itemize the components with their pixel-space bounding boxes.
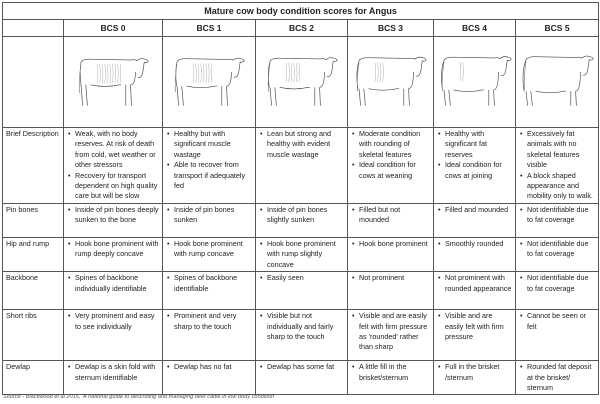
- row-label: Brief Description: [3, 128, 64, 204]
- table-cell: [348, 128, 434, 204]
- bullet-item: • Visible and are easily felt with firm pressure as 'rounded' rather than sharp: [359, 311, 430, 353]
- bullet-item: • Hook bone prominent with rump concave: [174, 239, 252, 260]
- table-cell: [516, 310, 599, 361]
- bullet-item: • Moderate condition with rounding of skeletal features: [359, 129, 430, 160]
- table-cell: [348, 272, 434, 310]
- table-row: [3, 238, 599, 272]
- cow-image-cell: [64, 37, 163, 128]
- table-cell: [256, 128, 348, 204]
- table-cell: [348, 238, 434, 272]
- table-cell: [434, 310, 516, 361]
- bullet-item: • Not identifiable due to fat coverage: [527, 239, 595, 260]
- table-cell: [516, 361, 599, 395]
- table-row: [3, 361, 599, 395]
- table-cell: [434, 361, 516, 395]
- bullet-list: [519, 239, 595, 260]
- table-cell: [256, 310, 348, 361]
- bullet-item: • Not prominent: [359, 273, 430, 283]
- bullet-item: • Inside of pin bones sunken: [174, 205, 252, 226]
- bullet-list: [519, 273, 595, 294]
- bullet-item: • Rounded fat deposit at the brisket/ sternum: [527, 362, 595, 393]
- bullet-item: • Dewlap has no fat: [174, 362, 252, 372]
- table-row: [3, 272, 599, 310]
- cow-illustration-icon: [518, 47, 598, 113]
- score-header-0: BCS 0: [64, 20, 163, 37]
- bullet-list: [259, 129, 344, 160]
- bullet-list: [351, 239, 430, 249]
- bullet-item: • Spines of backbone identifiable: [174, 273, 252, 294]
- bullet-list: [519, 129, 595, 202]
- bullet-item: • Ideal condition for cows at weaning: [359, 160, 430, 181]
- bullet-list: [67, 273, 159, 294]
- bullet-item: • Lean but strong and healthy with evident muscle wastage: [267, 129, 344, 160]
- table-cell: [434, 204, 516, 238]
- table-cell: [434, 238, 516, 272]
- table-cell: [516, 238, 599, 272]
- table-row: [3, 128, 599, 204]
- row-label: Pin bones: [3, 204, 64, 238]
- table-cell: [64, 361, 163, 395]
- row-label: Short ribs: [3, 310, 64, 361]
- table-cell: [256, 361, 348, 395]
- score-header-3: BCS 3: [348, 20, 434, 37]
- bullet-item: • Prominent and very sharp to the touch: [174, 311, 252, 332]
- bullet-item: • Weak, with no body reserves. At risk of death from cold, wet weather or other stressors: [75, 129, 159, 171]
- bullet-list: [166, 129, 252, 191]
- table-cell: [348, 361, 434, 395]
- table-title: Mature cow body condition scores for Angus: [3, 3, 599, 20]
- bullet-list: [166, 239, 252, 260]
- cow-illustration-icon: [436, 47, 516, 113]
- cow-image-cell: [256, 37, 348, 128]
- table-cell: [256, 204, 348, 238]
- bullet-list: [166, 362, 252, 372]
- table-cell: [434, 128, 516, 204]
- bullet-list: [67, 362, 159, 383]
- bullet-list: [351, 205, 430, 226]
- bullet-list: [519, 311, 595, 332]
- row-label: Dewlap: [3, 361, 64, 395]
- bullet-list: [437, 239, 512, 249]
- score-header-5: BCS 5: [516, 20, 599, 37]
- bullet-item: • Spines of backbone individually identifiable: [75, 273, 159, 294]
- table-cell: [163, 238, 256, 272]
- table-cell: [64, 204, 163, 238]
- bullet-item: • Cannot be seen or felt: [527, 311, 595, 332]
- bullet-item: • Filled and mounded: [445, 205, 512, 215]
- table-cell: [163, 361, 256, 395]
- table-cell: [163, 128, 256, 204]
- bullet-list: [67, 129, 159, 202]
- bullet-list: [67, 239, 159, 260]
- table-cell: [434, 272, 516, 310]
- bullet-list: [351, 273, 430, 283]
- bullet-list: [259, 205, 344, 226]
- bullet-list: [351, 129, 430, 181]
- bullet-list: [67, 205, 159, 226]
- table-row: [3, 310, 599, 361]
- bullet-item: • Hook bone prominent: [359, 239, 430, 249]
- score-header-1: BCS 1: [163, 20, 256, 37]
- bullet-item: • Visible and are easily felt with firm pressure: [445, 311, 512, 342]
- bullet-list: [437, 273, 512, 294]
- bullet-list: [259, 273, 344, 283]
- source-citation: Source - Blackwood et al 2015, 'A national guide to describing and managing beef cattle in low body condition': [3, 394, 276, 400]
- row-label: Hip and rump: [3, 238, 64, 272]
- bullet-list: [166, 273, 252, 294]
- bullet-item: • Hook bone prominent with rump deeply concave: [75, 239, 159, 260]
- table-cell: [163, 272, 256, 310]
- header-blank: [3, 20, 64, 37]
- cow-image-cell: [434, 37, 516, 128]
- bullet-list: [259, 311, 344, 342]
- table-cell: [348, 310, 434, 361]
- bullet-list: [166, 311, 252, 332]
- cow-illustration-icon: [73, 47, 153, 113]
- bullet-list: [351, 362, 430, 383]
- bullet-item: • Very prominent and easy to see individually: [75, 311, 159, 332]
- bullet-list: [351, 311, 430, 353]
- bullet-item: • Dewlap has some fat: [267, 362, 344, 372]
- bullet-item: • Filled but not mounded: [359, 205, 430, 226]
- score-header-2: BCS 2: [256, 20, 348, 37]
- bullet-list: [437, 311, 512, 342]
- bullet-item: • A little fill in the brisket/sternum: [359, 362, 430, 383]
- bullet-item: • Not identifiable due to fat coverage: [527, 205, 595, 226]
- bullet-list: [437, 129, 512, 181]
- bullet-item: • Not prominent with rounded appearance: [445, 273, 512, 294]
- bullet-list: [519, 362, 595, 393]
- bullet-item: • Healthy but with significant muscle wastage: [174, 129, 252, 160]
- bullet-item: • Dewlap is a skin fold with sternum identifiable: [75, 362, 159, 383]
- bullet-item: • Excessively fat animals with no skeletal features visible: [527, 129, 595, 171]
- table-cell: [516, 272, 599, 310]
- bullet-item: • Visible but not individually and fairly sharp to the touch: [267, 311, 344, 342]
- bullet-list: [259, 239, 344, 270]
- bullet-item: • Recovery for transport dependent on high quality care but will be slow: [75, 171, 159, 202]
- image-blank: [3, 37, 64, 128]
- cow-illustration-icon: [351, 47, 431, 113]
- row-label: Backbone: [3, 272, 64, 310]
- bullet-item: • A block shaped appearance and mobility only to walk.: [527, 171, 595, 202]
- table-cell: [163, 310, 256, 361]
- bcs-table: [2, 2, 599, 395]
- table-cell: [64, 238, 163, 272]
- bullet-list: [437, 362, 512, 383]
- bullet-item: • Ideal condition for cows at joining: [445, 160, 512, 181]
- bullet-item: • Easily seen: [267, 273, 344, 283]
- table-cell: [256, 272, 348, 310]
- table-cell: [163, 204, 256, 238]
- table-cell: [64, 128, 163, 204]
- bullet-item: • Inside of pin bones slightly sunken: [267, 205, 344, 226]
- bullet-item: • Able to recover from transport if adequately fed: [174, 160, 252, 191]
- bullet-list: [519, 205, 595, 226]
- bullet-item: • Full in the brisket /sternum: [445, 362, 512, 383]
- table-cell: [64, 272, 163, 310]
- table-row: [3, 204, 599, 238]
- bullet-item: • Inside of pin bones deeply sunken to the bone: [75, 205, 159, 226]
- cow-image-cell: [348, 37, 434, 128]
- score-header-4: BCS 4: [434, 20, 516, 37]
- bullet-list: [259, 362, 344, 372]
- bullet-item: • Not identifiable due to fat coverage: [527, 273, 595, 294]
- bullet-list: [166, 205, 252, 226]
- table-cell: [348, 204, 434, 238]
- bullet-item: • Hook bone prominent with rump slightly concave: [267, 239, 344, 270]
- cow-illustration-icon: [262, 47, 342, 113]
- cow-image-cell: [163, 37, 256, 128]
- table-cell: [64, 310, 163, 361]
- table-cell: [256, 238, 348, 272]
- bullet-list: [67, 311, 159, 332]
- cow-image-cell: [516, 37, 599, 128]
- cow-illustration-icon: [169, 47, 249, 113]
- table-cell: [516, 128, 599, 204]
- bullet-item: • Healthy with significant fat reserves: [445, 129, 512, 160]
- bullet-item: • Smoothly rounded: [445, 239, 512, 249]
- bullet-list: [437, 205, 512, 215]
- table-cell: [516, 204, 599, 238]
